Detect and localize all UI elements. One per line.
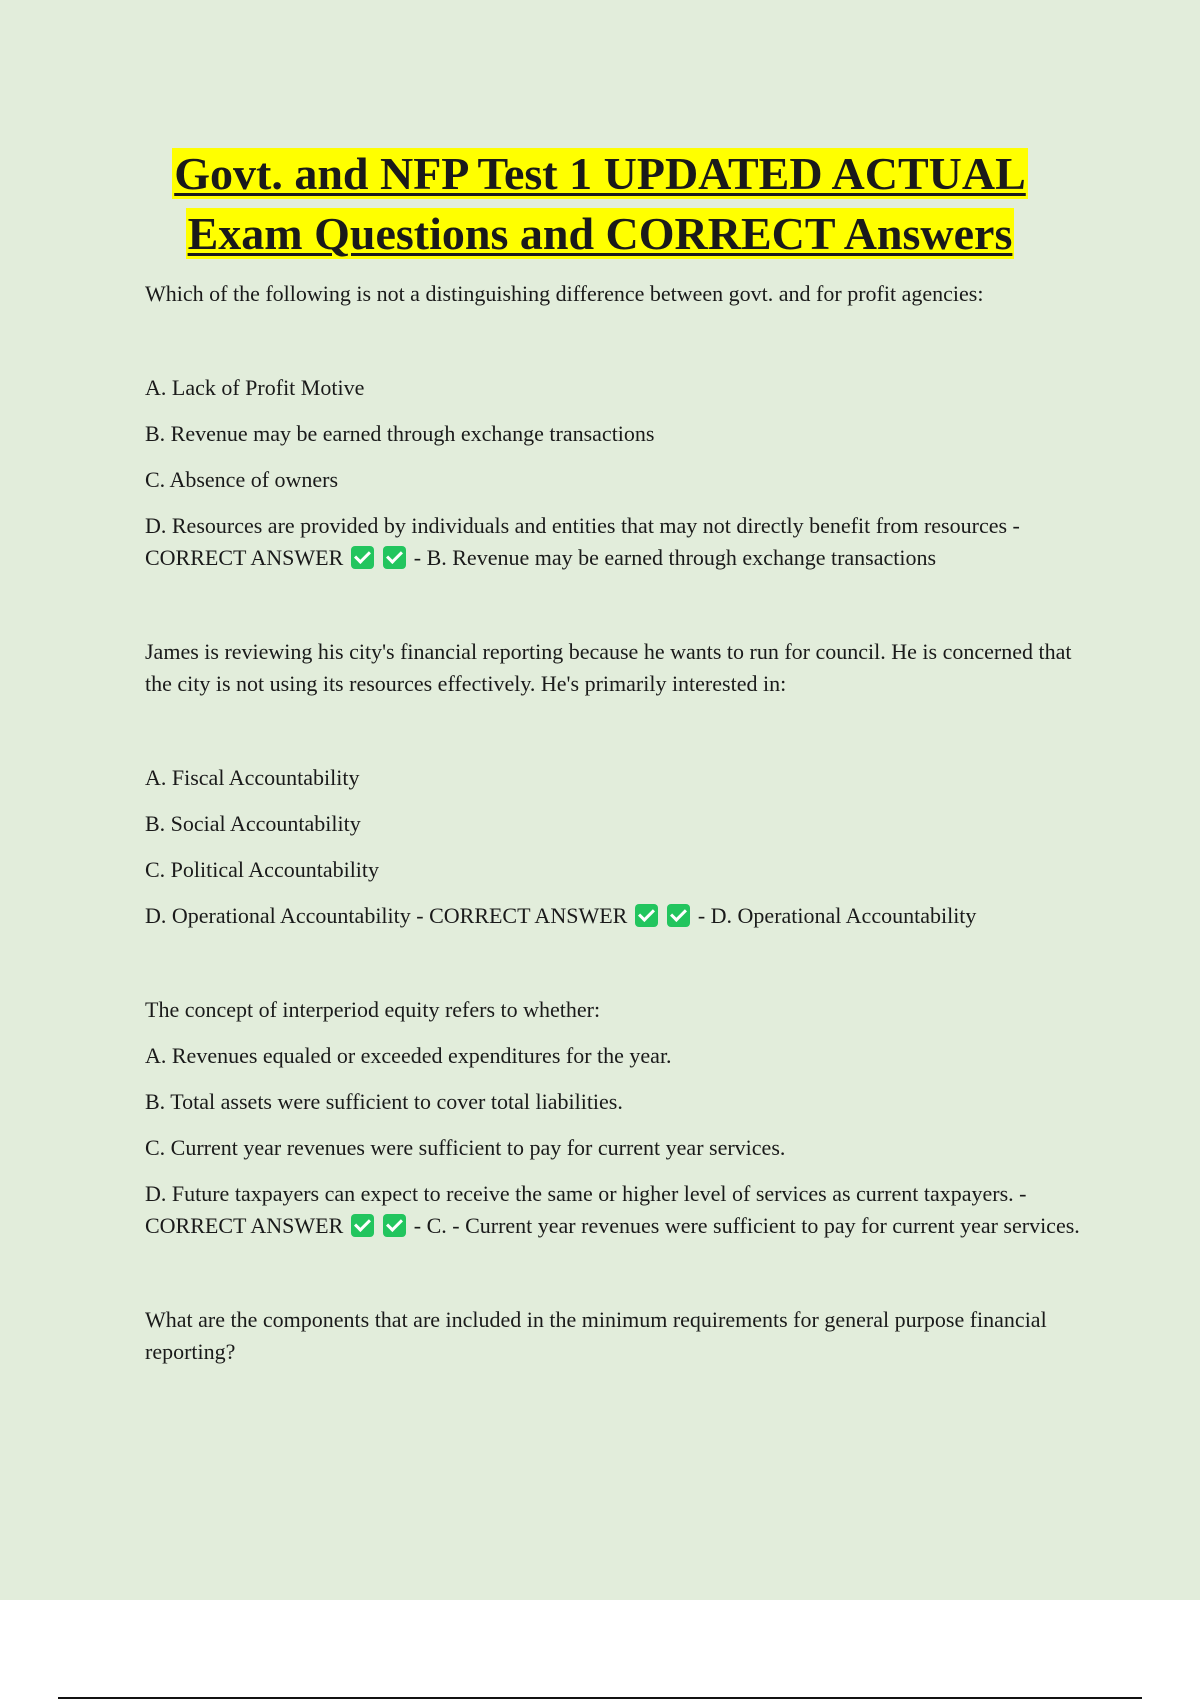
check-icon bbox=[635, 904, 658, 927]
question-1-option-d: D. Resources are provided by individuals and entities that may not directly benefit from resources - CORRECT ANSWER bbox=[145, 513, 1020, 570]
question-3-option-b: B. Total assets were sufficient to cover total liabilities. bbox=[145, 1089, 623, 1114]
document-title bbox=[0, 144, 1200, 264]
question-2-answer: - D. Operational Accountability bbox=[697, 903, 977, 928]
question-2-option-d: D. Operational Accountability - CORRECT ANSWER bbox=[145, 903, 628, 928]
check-icon bbox=[383, 546, 406, 569]
question-1-option-a: A. Lack of Profit Motive bbox=[145, 375, 365, 400]
check-icon bbox=[351, 1214, 374, 1237]
spacer bbox=[145, 588, 1080, 636]
spacer bbox=[145, 324, 1080, 372]
footer-divider bbox=[58, 1697, 1142, 1699]
question-2-option-c: C. Political Accountability bbox=[145, 857, 380, 882]
question-2-prompt: James is reviewing his city's financial reporting because he wants to run for council. He is concerned that the city is not using its resources effectively. He's primarily interested in: bbox=[145, 639, 1072, 696]
spacer bbox=[145, 1256, 1080, 1304]
check-icon bbox=[383, 1214, 406, 1237]
question-1-option-c: C. Absence of owners bbox=[145, 467, 339, 492]
check-icon bbox=[667, 904, 690, 927]
spacer bbox=[145, 714, 1080, 762]
question-3-prompt: The concept of interperiod equity refers to whether: bbox=[145, 997, 601, 1022]
question-2-option-a: A. Fiscal Accountability bbox=[145, 765, 360, 790]
title-highlight bbox=[172, 148, 1028, 259]
question-4-prompt: What are the components that are included in the minimum requirements for general purpose financial reporting? bbox=[145, 1307, 1047, 1364]
question-2-option-b: B. Social Accountability bbox=[145, 811, 361, 836]
question-1-prompt: Which of the following is not a distinguishing difference between govt. and for profit agencies: bbox=[145, 281, 984, 306]
title-line-2: Exam Questions and CORRECT Answers bbox=[187, 208, 1013, 259]
question-1-option-d-with-answer bbox=[145, 510, 1080, 574]
question-2-option-d-with-answer bbox=[145, 900, 1080, 932]
question-1-answer: - B. Revenue may be earned through exchange transactions bbox=[413, 545, 937, 570]
document-body bbox=[145, 278, 1080, 1382]
question-3-option-c: C. Current year revenues were sufficient to pay for current year services. bbox=[145, 1135, 786, 1160]
question-3-option-a: A. Revenues equaled or exceeded expenditures for the year. bbox=[145, 1043, 672, 1068]
question-3-answer: - C. - Current year revenues were sufficient to pay for current year services. bbox=[413, 1213, 1080, 1238]
question-1-option-b: B. Revenue may be earned through exchange transactions bbox=[145, 421, 655, 446]
title-line-1: Govt. and NFP Test 1 UPDATED ACTUAL bbox=[174, 148, 1026, 199]
check-icon bbox=[351, 546, 374, 569]
spacer bbox=[145, 946, 1080, 994]
question-3-option-d: D. Future taxpayers can expect to receive the same or higher level of services as current taxpayers. - CORRECT ANSWER bbox=[145, 1181, 1027, 1238]
question-3-option-d-with-answer bbox=[145, 1178, 1080, 1242]
